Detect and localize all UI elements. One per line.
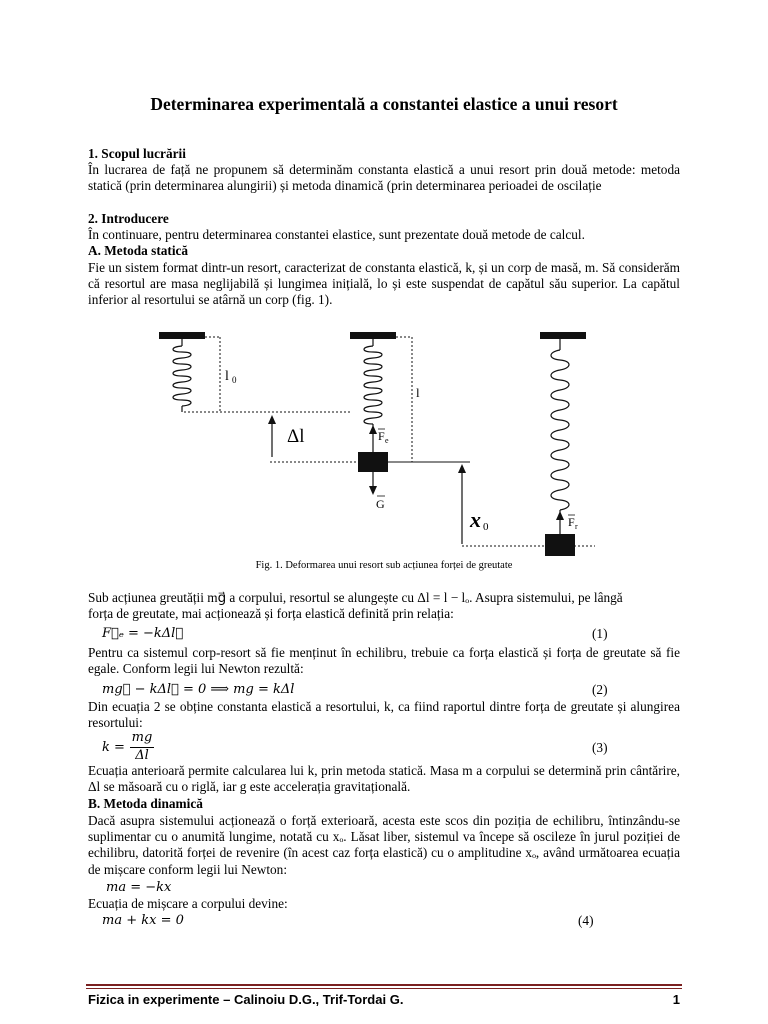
- paragraph-1-line1: Sub acțiunea greutății mg⃗ a corpului, resortul se alungește cu Δl = l − lₒ. Asupra sistemului, pe lângă: [88, 590, 623, 605]
- label-delta-l: Δl: [287, 426, 305, 447]
- label-G: G: [376, 497, 385, 511]
- equation-4: ma + kx = 0: [102, 913, 184, 928]
- spring-3: [551, 350, 569, 510]
- label-Fr-sub: r: [575, 522, 578, 531]
- footer-rule-thin: [86, 988, 682, 989]
- equation-1-number: (1): [592, 626, 608, 641]
- section2-text: În continuare, pentru determinarea constantei elastice, sunt prezentate două metode de calcul.: [88, 227, 585, 242]
- spring-figure: [140, 322, 620, 562]
- section1-heading: 1. Scopul lucrării: [88, 146, 186, 161]
- spring-2: [364, 346, 382, 424]
- support-bar-1: [159, 332, 205, 339]
- equation-3-number: (3): [592, 740, 608, 755]
- label-l: l: [416, 385, 420, 400]
- paragraph-after: Ecuația de mișcare a corpului devine:: [88, 896, 288, 911]
- footer-text: Fizica in experimente – Calinoiu D.G., Trif-Tordai G.: [88, 992, 404, 1007]
- page-title: Determinarea experimentală a constantei elastice a unui resort: [150, 94, 618, 114]
- equation-3-denominator: Δl: [135, 748, 149, 763]
- label-x0-sub: 0: [483, 521, 489, 533]
- equation-motion: ma = −kx: [106, 880, 172, 895]
- label-Fe-sub: e: [385, 436, 389, 445]
- mass-block-2: [358, 452, 388, 472]
- paragraph-2: Pentru ca sistemul corp-resort să fie menținut în echilibru, trebuie ca forța elastică și forța de greutate să fie egale. Conform legii lui Newton rezultă:: [88, 645, 680, 677]
- label-Fr: F: [568, 515, 575, 529]
- paragraph-4: Ecuația anterioară permite calcularea lui k, prin metoda statică. Masa m a corpului se determină prin cântărire, Δl se măsoară cu o riglă, iar g este accelerația gravitațională.: [88, 763, 680, 795]
- equation-3-numerator: mg: [131, 730, 153, 745]
- footer-rule: [86, 984, 682, 986]
- equation-1: F⃗ₑ = −kΔl⃗: [102, 626, 184, 641]
- figure-caption: Fig. 1. Deformarea unui resort sub acțiunea forței de greutate: [255, 560, 513, 571]
- equation-2-number: (2): [592, 682, 608, 697]
- equation-4-number: (4): [578, 913, 594, 928]
- paragraph-3: Din ecuația 2 se obține constanta elastică a resortului, k, ca fiind raportul dintre forța de greutate și alungirea resortului:: [88, 699, 680, 731]
- support-bar-2: [350, 332, 396, 339]
- label-l0-sub: 0: [232, 375, 237, 385]
- subsection-b-heading: B. Metoda dinamică: [88, 796, 203, 811]
- paragraph-1-line2: forța de greutate, mai acționează și forța elastică definită prin relația:: [88, 606, 454, 621]
- label-Fe: F: [378, 429, 385, 443]
- subsection-b-text: Dacă asupra sistemului acționează o forță exterioară, acesta este scos din poziția de echilibru, întinzându-se suplimentar cu o anumită lungime, notată cu xₒ. Lăsat liber, sistemul va începe să oscileze în jurul poziției de echilibru, datorită forței de revenire (în acest caz forța elastică) cu o amplitudine xₒ, având următoarea ecuația de mișcare conform legii lui Newton:: [88, 813, 680, 877]
- subsection-a-text: Fie un sistem format dintr-un resort, caracterizat de constanta elastică, k, și un corp de masă, m. Să considerăm că resortul are masa neglijabilă și lungimea inițială, lo și este suspendat de capătul său superior. La capătul inferior al resortului se atârnă un corp (fig. 1).: [88, 260, 680, 308]
- support-bar-3: [540, 332, 586, 339]
- subsection-a-heading: A. Metoda statică: [88, 243, 189, 258]
- label-x0: x: [470, 507, 481, 532]
- mass-block-3: [545, 534, 575, 556]
- section1-text: În lucrarea de față ne propunem să determinăm constanta elastică a unui resort prin două metode: metoda statică (prin determinarea alungirii) și metoda dinamică (prin determinarea perioadei de oscilație: [88, 162, 680, 194]
- equation-2: mg⃗ − kΔl⃗ = 0 ⟹ mg = kΔl: [102, 682, 295, 697]
- spring-1: [173, 346, 191, 406]
- label-l0: l: [225, 369, 229, 384]
- equation-3-lhs: k =: [102, 740, 125, 755]
- page-number: 1: [672, 992, 680, 1007]
- section2-heading: 2. Introducere: [88, 211, 169, 226]
